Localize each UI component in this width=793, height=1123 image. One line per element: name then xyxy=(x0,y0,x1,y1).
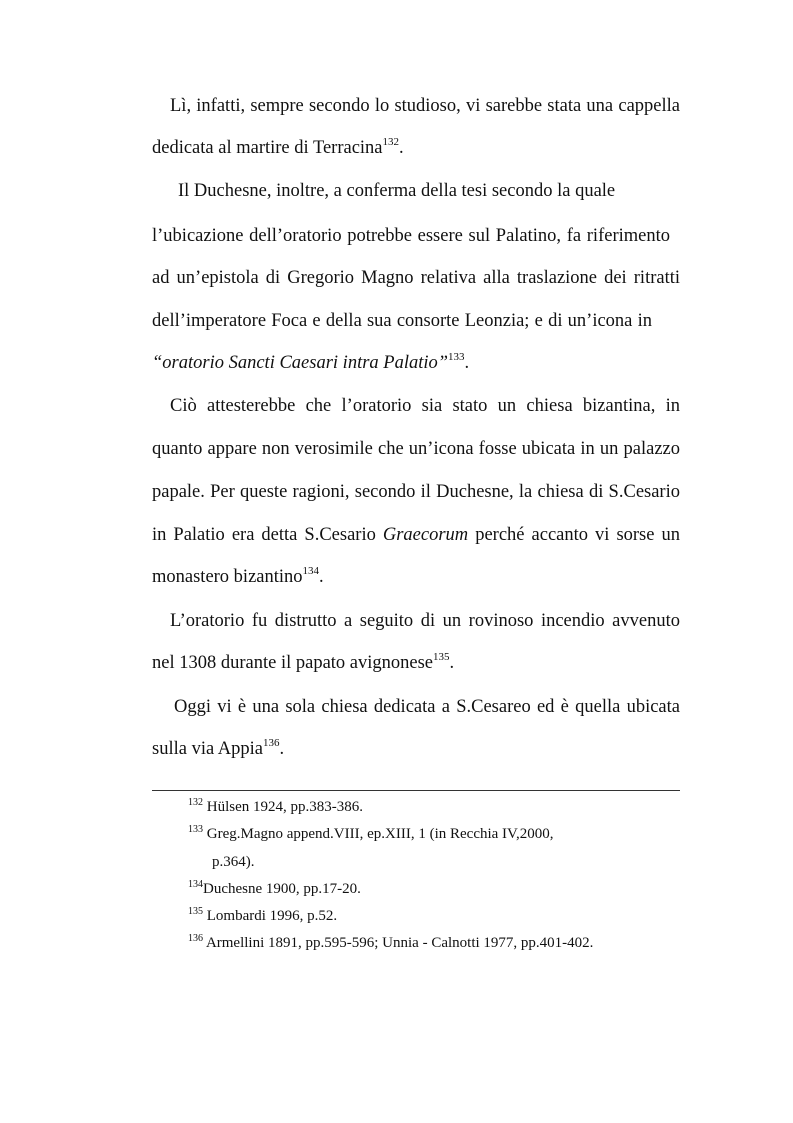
footnote-ref[interactable]: 136 xyxy=(262,737,280,749)
footnote-text: Duchesne 1900, pp.17-20. xyxy=(203,881,361,897)
text: l’ubicazione dell’oratorio potrebbe essere sul Palatino, fa riferimento xyxy=(152,226,670,246)
footnote-continuation xyxy=(212,853,255,871)
footnote xyxy=(188,798,363,816)
footnote-number: 135 xyxy=(188,906,203,917)
text: sulla via Appia xyxy=(152,739,263,759)
body-line xyxy=(170,95,680,117)
footnote-ref[interactable]: 135 xyxy=(433,651,450,663)
text: Ciò attesterebbe che l’oratorio sia stato un chiesa bizantina, in xyxy=(170,396,680,416)
footnote xyxy=(188,825,553,843)
footnote-ref[interactable]: 133 xyxy=(448,351,465,363)
body-line xyxy=(152,438,680,460)
body-line xyxy=(170,610,680,632)
footnote-number: 133 xyxy=(188,824,203,835)
text: in Palatio era detta S.Cesario xyxy=(152,525,376,545)
footnote xyxy=(188,907,337,925)
footnote-ref[interactable]: 134 xyxy=(302,565,320,577)
text: papale. Per queste ragioni, secondo il Duchesne, la chiesa di S.Cesario xyxy=(152,482,680,502)
footnote-text: p.364). xyxy=(212,854,255,870)
body-line xyxy=(152,352,469,374)
text: Il Duchesne, inoltre, a conferma della tesi secondo la quale xyxy=(178,181,616,201)
footnote-text: Armellini 1891, pp.595-596; Unnia - Calnotti 1977, pp.401-402. xyxy=(205,935,594,951)
text: Lì, infatti, sempre secondo lo studioso, vi sarebbe stata una cappella xyxy=(170,96,680,116)
text: . xyxy=(464,353,470,373)
text: . xyxy=(399,138,404,158)
footnote-separator xyxy=(152,790,680,791)
text: perché accanto vi sorse un xyxy=(475,525,680,545)
body-line xyxy=(152,137,404,159)
text: dedicata al martire di Terracina xyxy=(152,138,383,158)
body-line xyxy=(152,652,454,674)
italic-text: Graecorum xyxy=(382,525,469,545)
body-line xyxy=(152,524,680,546)
footnote-number: 136 xyxy=(188,933,203,944)
footnote xyxy=(188,880,361,898)
text: ad un’epistola di Gregorio Magno relativa alla traslazione dei ritratti xyxy=(152,268,680,288)
body-line xyxy=(152,225,670,247)
text: . xyxy=(279,739,285,759)
footnote xyxy=(188,934,593,952)
body-line xyxy=(174,696,680,718)
body-line xyxy=(152,310,652,332)
text: monastero bizantino xyxy=(152,567,303,587)
body-line xyxy=(152,481,680,503)
text: nel 1308 durante il papato avignonese xyxy=(152,653,434,673)
body-line xyxy=(152,738,284,760)
body-line xyxy=(170,395,680,417)
body-line xyxy=(152,566,324,588)
footnote-text: Lombardi 1996, p.52. xyxy=(206,908,338,924)
text: . xyxy=(449,653,455,673)
italic-text: “oratorio Sancti Caesari intra Palatio” xyxy=(152,353,449,373)
body-line xyxy=(152,267,680,289)
text: dell’imperatore Foca e della sua consorte Leonzia; e di un’icona in xyxy=(152,311,652,331)
footnote-text: Greg.Magno append.VIII, ep.XIII, 1 (in Recchia IV,2000, xyxy=(206,826,554,842)
text: L’oratorio fu distrutto a seguito di un rovinoso incendio avvenuto xyxy=(170,611,680,631)
text: quanto appare non verosimile che un’icona fosse ubicata in un palazzo xyxy=(152,439,680,459)
footnote-number: 134 xyxy=(188,879,203,890)
footnote-number: 132 xyxy=(188,797,203,808)
text: . xyxy=(319,567,324,587)
footnote-text: Hülsen 1924, pp.383-386. xyxy=(206,799,363,815)
footnote-ref[interactable]: 132 xyxy=(382,136,400,148)
body-line xyxy=(178,180,615,202)
text: Oggi vi è una sola chiesa dedicata a S.Cesareo ed è quella ubicata xyxy=(174,697,680,717)
